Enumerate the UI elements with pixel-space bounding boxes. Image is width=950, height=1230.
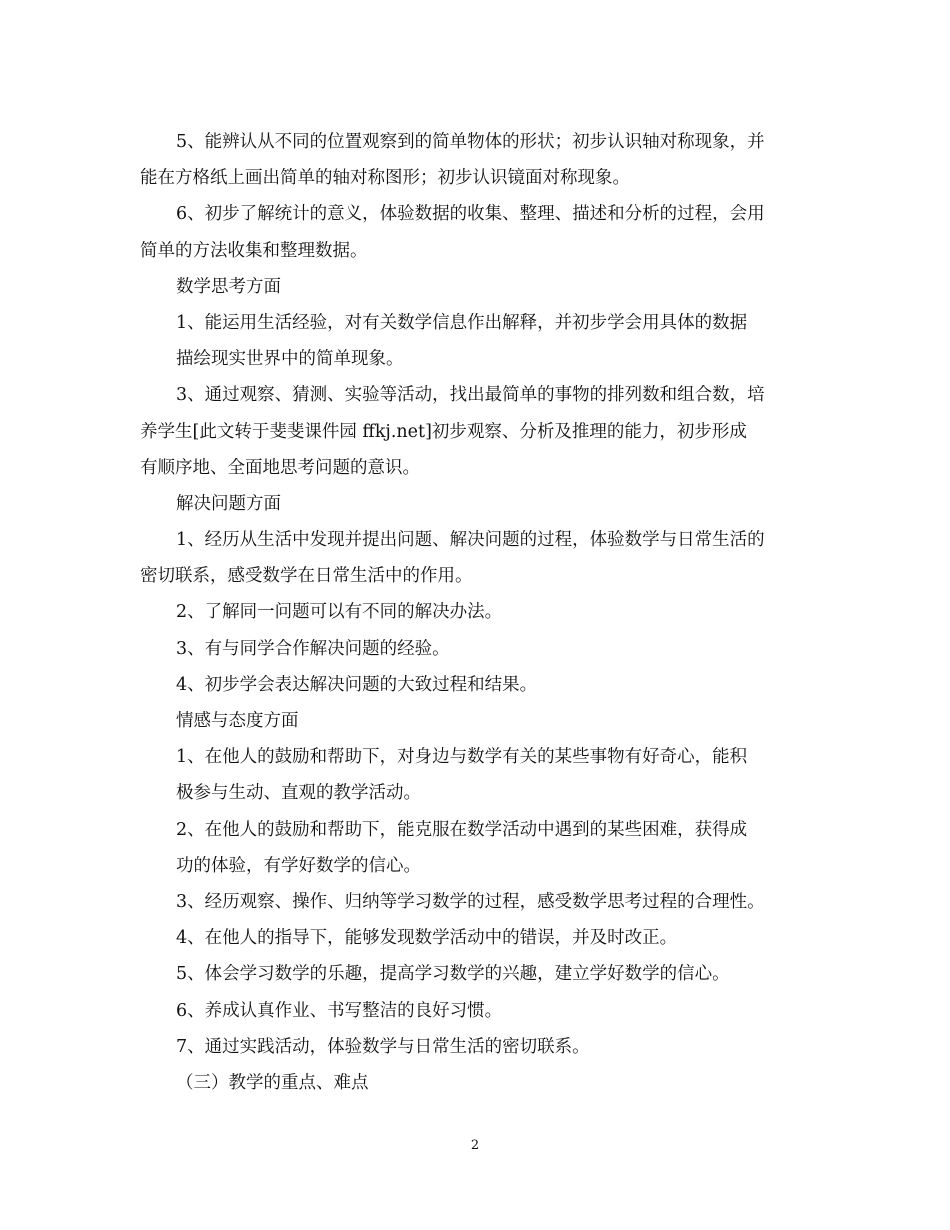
text-line: 解决问题方面	[176, 493, 281, 514]
page-number: 2	[470, 1138, 480, 1153]
text-line: 简单的方法收集和整理数据。	[140, 240, 368, 261]
text-line: （三）教学的重点、难点	[176, 1072, 369, 1093]
text-line: 有顺序地、全面地思考问题的意识。	[140, 457, 420, 478]
text-line: 数学思考方面	[176, 276, 281, 297]
text-line: 密切联系，感受数学在日常生活中的作用。	[140, 566, 473, 587]
text-line: 3、经历观察、操作、归纳等学习数学的过程，感受数学思考过程的合理性。	[176, 891, 765, 912]
text-line: 6、初步了解统计的意义，体验数据的收集、整理、描述和分析的过程，会用	[176, 204, 765, 225]
text-line: 2、在他人的鼓励和帮助下，能克服在数学活动中遇到的某些困难，获得成	[176, 819, 748, 840]
text-line: 情感与态度方面	[176, 711, 299, 731]
text-line: 能在方格纸上画出简单的轴对称图形；初步认识镜面对称现象。	[140, 168, 630, 189]
text-line: 1、在他人的鼓励和帮助下，对身边与数学有关的某些事物有好奇心，能积	[176, 747, 748, 768]
text-line: 4、初步学会表达解决问题的大致过程和结果。	[176, 674, 538, 695]
text-line: 7、通过实践活动，体验数学与日常生活的密切联系。	[176, 1036, 590, 1057]
text-line: 1、能运用生活经验，对有关数学信息作出解释，并初步学会用具体的数据	[176, 312, 748, 333]
text-line: 5、体会学习数学的乐趣，提高学习数学的兴趣，建立学好数学的信心。	[176, 964, 730, 985]
text-line: 极参与生动、直观的教学活动。	[176, 783, 421, 804]
text-line: 3、通过观察、猜测、实验等活动，找出最简单的事物的排列数和组合数，培	[176, 385, 765, 406]
text-line: 功的体验，有学好数学的信心。	[176, 855, 421, 876]
text-line: 2、了解同一问题可以有不同的解决办法。	[176, 602, 503, 623]
text-line: 描绘现实世界中的简单现象。	[176, 349, 404, 370]
text-line: 1、经历从生活中发现并提出问题、解决问题的过程，体验数学与日常生活的	[176, 530, 765, 551]
text-line: 5、能辨认从不同的位置观察到的简单物体的形状；初步认识轴对称现象，并	[176, 132, 765, 152]
text-line: 养学生[此文转于斐斐课件园 ffkj.net]初步观察、分析及推理的能力，初步形成	[140, 421, 747, 442]
text-line: 4、在他人的指导下，能够发现数学活动中的错误，并及时改正。	[176, 928, 678, 949]
text-line: 6、养成认真作业、书写整洁的良好习惯。	[176, 1000, 503, 1021]
text-line: 3、有与同学合作解决问题的经验。	[176, 638, 450, 659]
document-body	[140, 124, 812, 1101]
